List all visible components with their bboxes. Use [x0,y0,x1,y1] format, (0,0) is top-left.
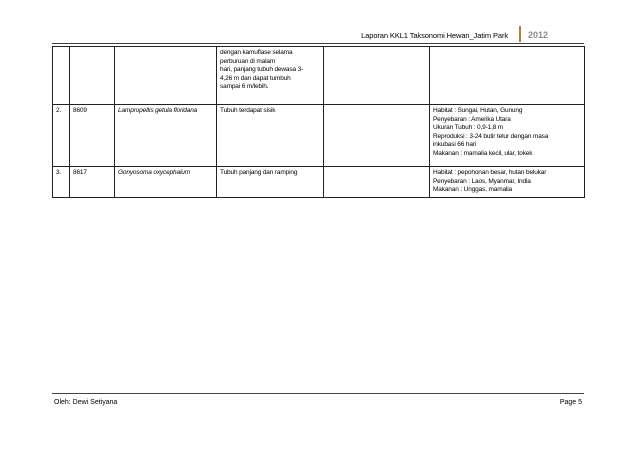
info-line: Penyebaran : Amerika Utara [433,115,511,123]
description-line: hari, panjang tubuh dewasa 3- [220,66,304,74]
cell-species: Lampropeltis getula floridana [115,105,217,167]
page-number: Page 5 [559,399,582,406]
page-footer [52,393,584,410]
info-line: Habitat : pepohonan besar, hutan belukar [433,169,547,176]
info-line: Makanan : mamalia kecil, ular, tokek [433,149,533,157]
cell-code [70,47,115,105]
cell-description [217,47,324,105]
header-separator [519,26,521,42]
footer-author: Oleh: Dewi Setiyana [54,399,118,406]
info-line: Ukuran Tubuh : 0,9-1,8 m [433,124,504,132]
cell-no: 3. [53,167,70,198]
species-table [52,46,585,198]
table-row [53,167,585,198]
info-line: Makanan : Unggas, mamalia [433,186,512,194]
cell-no [53,47,70,105]
cell-morphology: Tubuh panjang dan ramping [217,167,324,198]
cell-empty [324,105,430,167]
document-year: 2012 [527,30,548,40]
cell-code: 8617 [70,167,115,198]
cell-species [115,47,217,105]
document-title: Laporan KKL1 Taksonomi Hewan_Jatim Park [361,31,508,40]
info-line: Reproduksi : 3-24 butir telur dengan masa [433,132,549,140]
page-header [52,26,584,46]
cell-species: Gonyosoma oxycephalum [115,167,217,198]
description-line: 4,26 m dan dapat tumbuh [220,74,291,82]
cell-info [430,105,585,167]
cell-no: 2. [53,105,70,167]
table-row [53,105,585,167]
info-line: Habitat : Sungai, Hutan, Gunung [433,107,523,114]
cell-info [430,47,585,105]
cell-code: 8609 [70,105,115,167]
cell-empty [324,47,430,105]
description-line: dengan kamuflase selama [220,49,293,56]
description-line: sampai 6 m/lebih. [220,83,269,91]
cell-morphology: Tubuh terdapat sisik [217,105,324,167]
cell-empty [324,167,430,198]
header-rule [52,43,584,44]
description-line: perburuan di malam [220,57,276,65]
info-line: Penyebaran : Laos, Myanmar, India [433,177,531,185]
info-line: inkubasi 66 hari [433,141,477,149]
cell-info [430,167,585,198]
table-row-continued [53,47,585,105]
